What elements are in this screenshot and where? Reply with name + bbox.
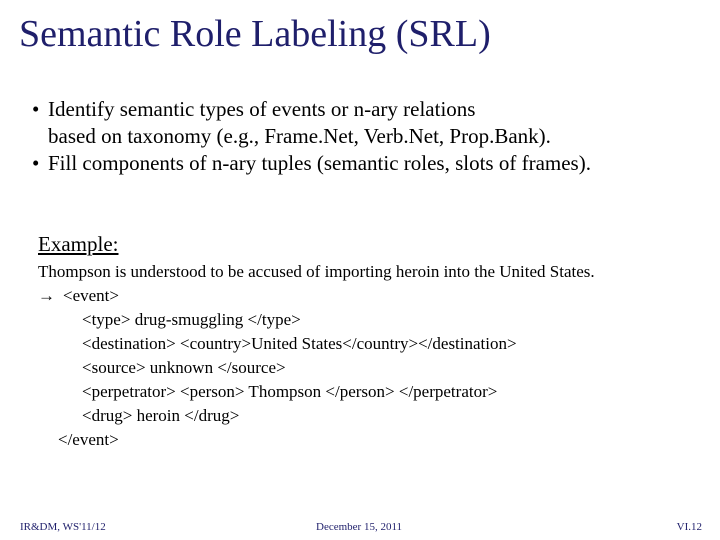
- bullet-continuation: based on taxonomy (e.g., Frame.Net, Verb.Net, Prop.Bank).: [48, 124, 551, 148]
- event-close-tag: </event>: [58, 430, 119, 449]
- right-arrow-icon: →: [38, 286, 55, 305]
- event-open-line: [38, 284, 595, 308]
- perpetrator-tag-line: <perpetrator> <person> Thompson </person> </perpetrator>: [82, 382, 498, 401]
- footer-course: IR&DM, WS'11/12: [20, 521, 106, 533]
- footer-date: December 15, 2011: [316, 521, 403, 533]
- bullet-marker: •: [32, 151, 40, 175]
- bullet-item: [32, 96, 591, 123]
- example-sentence: Thompson is understood to be accused of importing heroin into the United States.: [38, 262, 595, 281]
- drug-tag-line: <drug> heroin </drug>: [82, 406, 240, 425]
- example-heading: Example:: [38, 232, 119, 256]
- bullet-text: Fill components of n-ary tuples (semantic roles, slots of frames).: [48, 151, 591, 175]
- example-block: [38, 260, 595, 452]
- bullet-item: [32, 150, 591, 177]
- footer-slide-number: VI.12: [676, 521, 702, 533]
- type-tag-line: <type> drug-smuggling </type>: [82, 310, 301, 329]
- event-open-tag: <event>: [63, 286, 119, 305]
- source-tag-line: <source> unknown </source>: [82, 358, 286, 377]
- page-title: Semantic Role Labeling (SRL): [19, 13, 491, 55]
- bullet-list: [32, 96, 591, 177]
- bullet-marker: •: [32, 97, 40, 121]
- destination-tag-line: <destination> <country>United States</country></destination>: [82, 334, 517, 353]
- bullet-text: Identify semantic types of events or n-ary relations: [48, 97, 476, 121]
